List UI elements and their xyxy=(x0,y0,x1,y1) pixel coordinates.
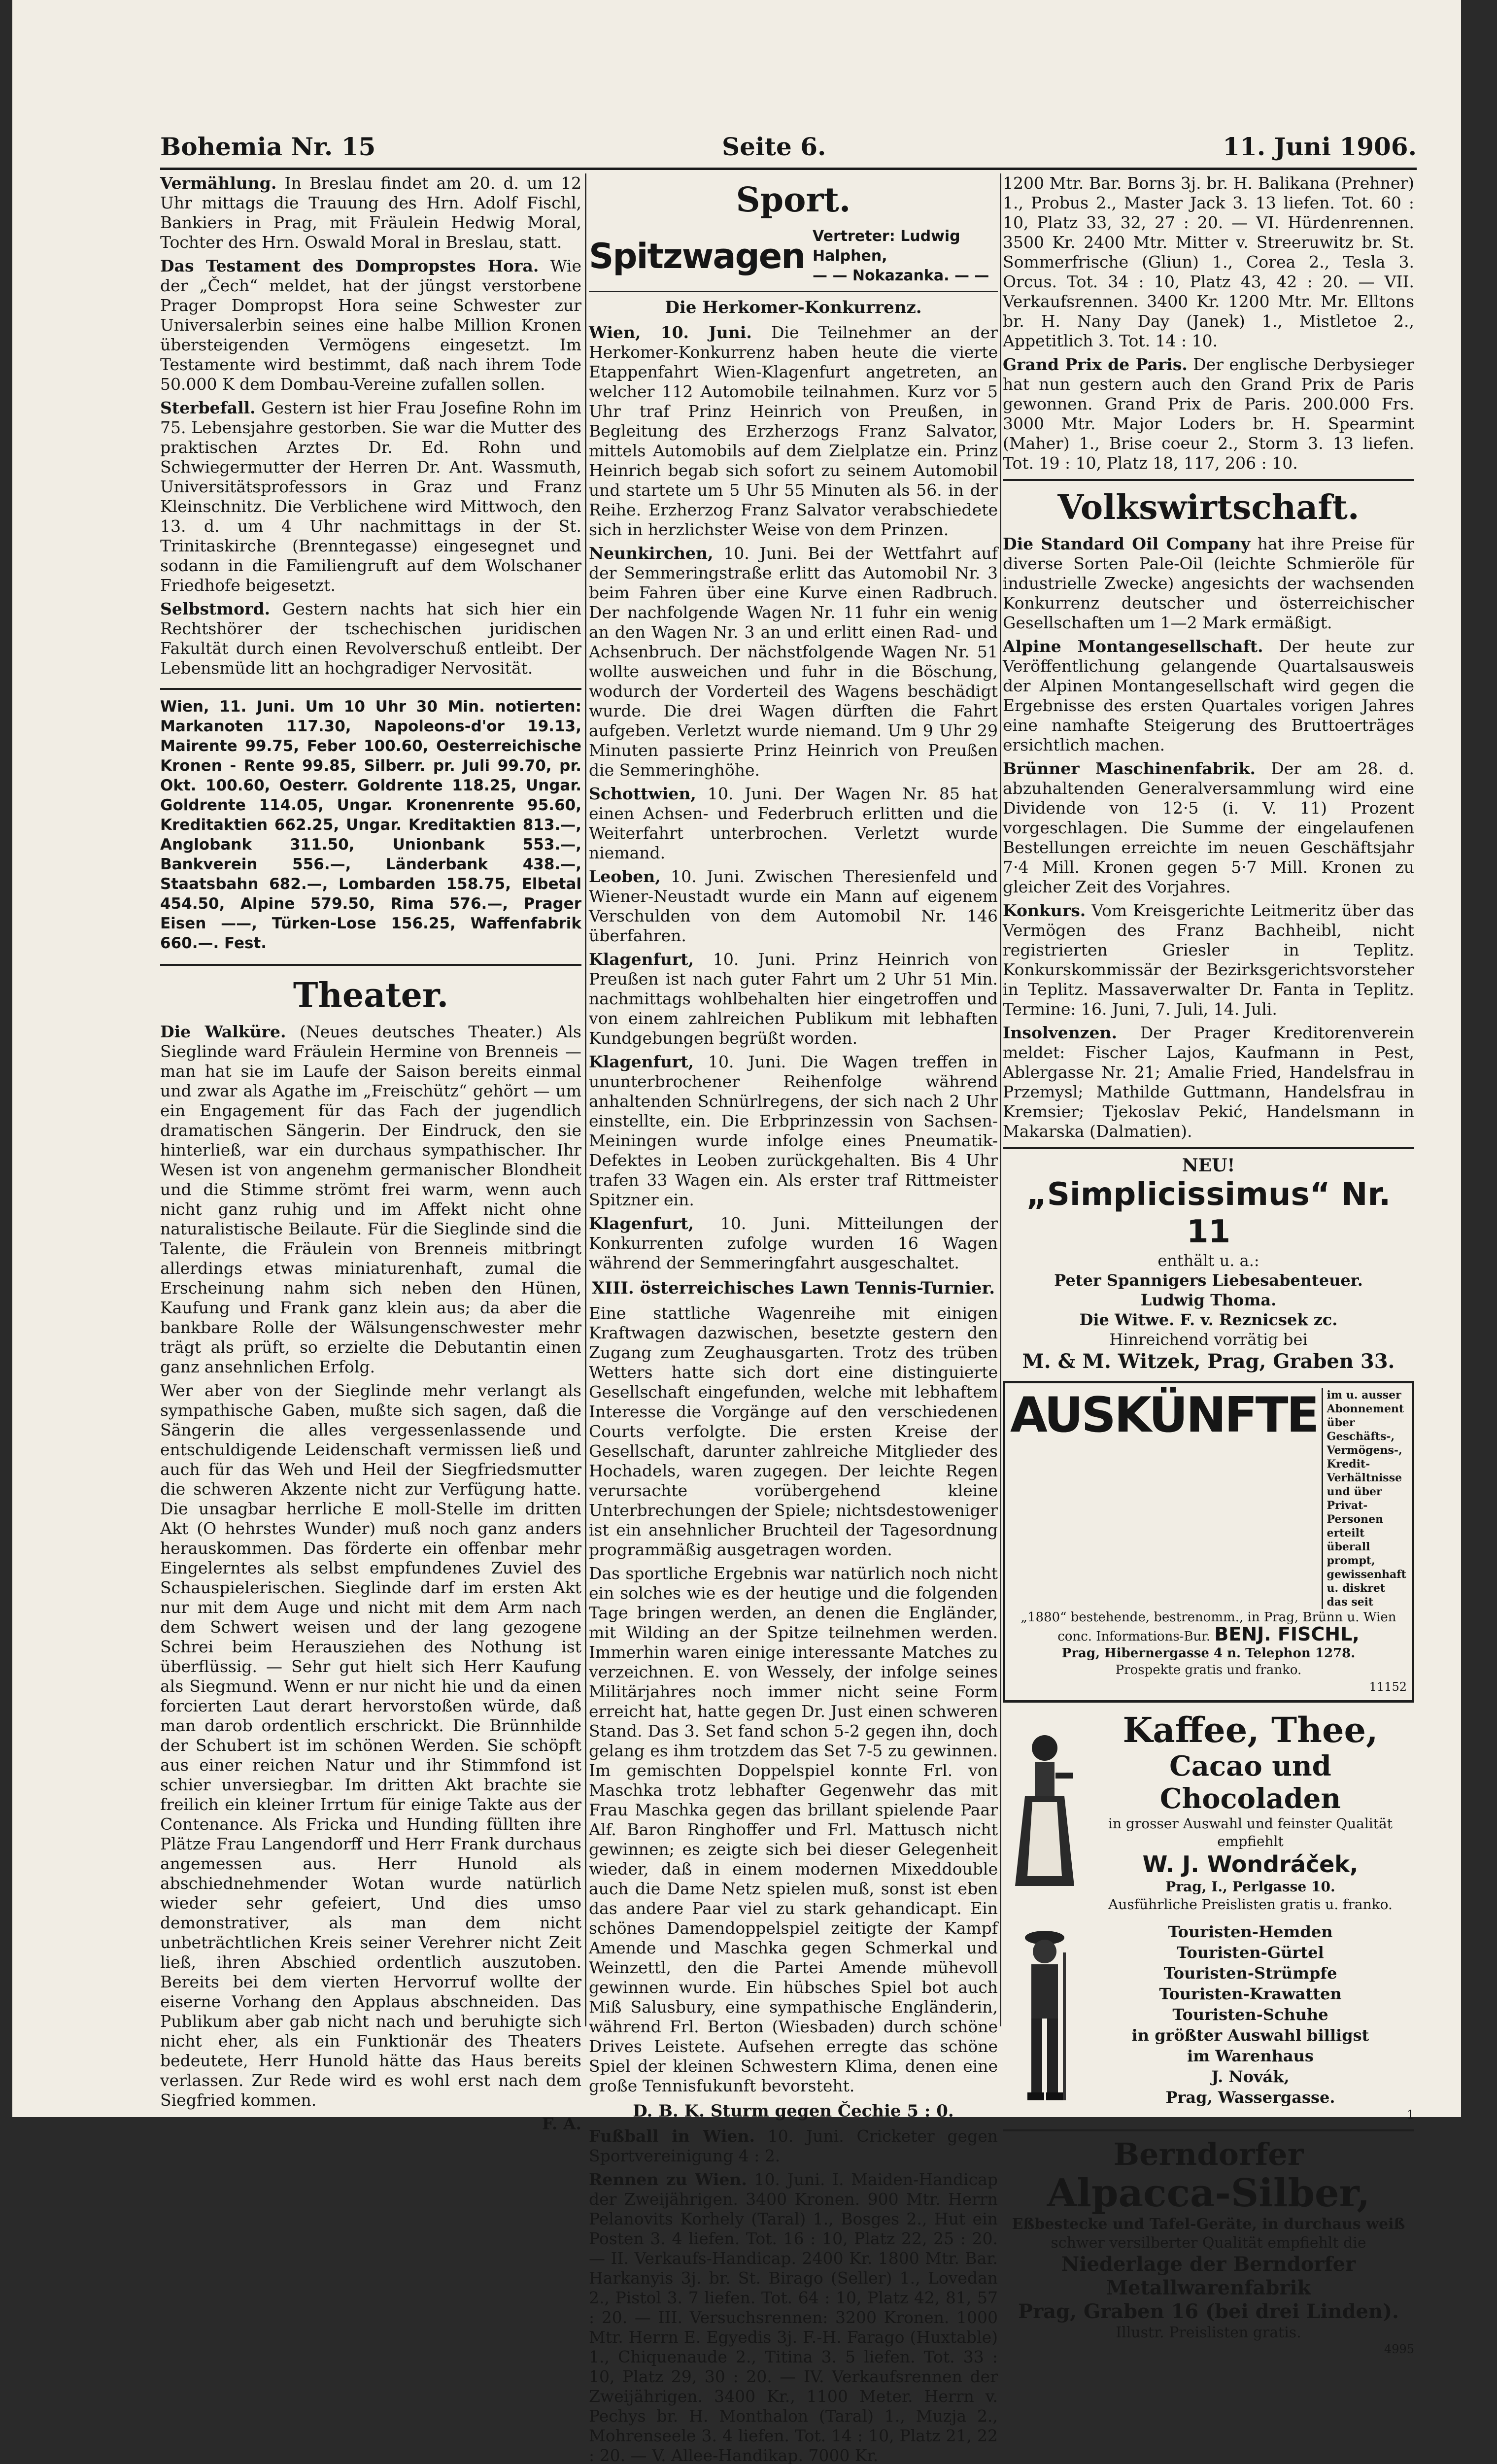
ad-line: in größter Auswahl billigst xyxy=(1131,2026,1369,2045)
article xyxy=(1003,637,1414,755)
article-lead: Sterbefall. xyxy=(160,398,256,417)
ad-number: 11152 xyxy=(1369,1680,1407,1694)
article-text: 10. Juni. Bei der Wettfahrt auf der Semmeringstraße erlitt das Automobil Nr. 3 beim Fahren über eine Kurve einen Radbruch. Der nachfolgende Wagen Nr. 11 fuhr ein wenig an den Wagen Nr. 3 an und erlitt einen Rad- und Achsenbruch. Der nächstfolgende Wagen Nr. 51 wollte ausweichen und fuhr in die Böschung, wodurch der Vorderteil des Wagens beschädigt wurde. Die drei Wagen dürften die Fahrt aufgeben. Verletzt wurde niemand. Um 9 Uhr 29 Minuten passierte Prinz Heinrich von Preußen die Semmeringhöhe. xyxy=(589,544,998,780)
article-text: 10. Juni. Prinz Heinrich von Preußen ist nach guter Fahrt um 2 Uhr 51 Min. nachmittags wohlbehalten hier eingetroffen und von einem zahlreichen Publikum mit lebhaften Kundgebungen begrüßt worden. xyxy=(589,950,998,1048)
article xyxy=(1003,534,1414,633)
auskuenfte-ad xyxy=(1003,1381,1414,1703)
woman-figure-icon xyxy=(1003,1711,1087,1914)
ad-rule xyxy=(1003,1147,1414,1149)
hiker-figure-icon xyxy=(1003,1921,1087,2122)
header-date: 11. Juni 1906. xyxy=(1223,132,1417,161)
article-lead: Wien, 10. Juni. xyxy=(589,323,752,342)
article xyxy=(589,2170,998,2464)
subheading-football: D. B. K. Sturm gegen Čechie 5 : 0. xyxy=(633,2101,954,2121)
article-text: 10. Juni. Der Wagen Nr. 85 hat einen Achsen- und Federbruch erlitten und die Weiterfahrt unterbrochen. Verletzt wurde niemand. xyxy=(589,784,998,862)
column-3 xyxy=(1003,173,1415,2356)
auskuenfte-word: AUSKÜNFTE xyxy=(1010,1388,1323,1609)
ad-title: Berndorfer xyxy=(1113,2136,1304,2172)
ad-line: Peter Spannigers Liebesabenteuer. xyxy=(1054,1271,1363,1290)
ad-line: Prag, Hibernergasse 4 n. Telephon 1278. xyxy=(1061,1646,1356,1661)
simplicissimus-ad xyxy=(1003,1155,1414,1374)
author-signature: F. A. xyxy=(542,2114,581,2133)
exchange-text: Wien, 11. Juni. Um 10 Uhr 30 Min. notierten: Markanoten 117.30, Napoleons-d'or 19.13, Mairente 99.75, Feber 100.60, Oesterreichische Kronen - Rente 99.85, Silberr. pr. Juli 99.70, pr. Okt. 100.60, Oesterr. Goldrente 118.25, Ungar. Goldrente 114.05, Ungar. Kronenrente 95.60, Kreditaktien 662.25, Ungar. Kreditaktien 813.—, Anglobank 311.50, Unionbank 553.—, Bankverein 556.—, Länderbank 438.—, Staatsbahn 682.—, Lombarden 158.75, Elbetal 454.50, Alpine 579.50, Rima 576.—, Prager Eisen ——, Türken-Lose 156.25, Waffenfabrik 660.—. Fest. xyxy=(160,698,581,952)
article-text: Gestern ist hier Frau Josefine Rohn im 75. Lebensjahre gestorben. Sie war die Mutter des praktischen Arztes Dr. Ed. Rohn und Schwiegermutter der Herren Dr. Ant. Wassmuth, Universitätsprofessors in Graz und Franz Kleinschnitz. Die Verblichene wird Mittwoch, den 13. d. um 4 Uhr nachmittags in der St. Trinitaskirche (Brenntegasse) eingesegnet und sodann in die Familiengruft auf dem Wolschaner Friedhofe beigesetzt. xyxy=(160,398,581,595)
ad-line: Niederlage der Berndorfer Metallwarenfabrik xyxy=(1061,2253,1356,2299)
header-paper-name: Bohemia Nr. 15 xyxy=(160,132,376,161)
article-lead: Das Testament des Dompropstes Hora. xyxy=(160,256,539,275)
ad-line: Touristen-Krawatten xyxy=(1159,1985,1342,2003)
article-text: Eine stattliche Wagenreihe mit einigen Kraftwagen dazwischen, besetzte gestern den Zugang zum Zeughausgarten. Trotz des trüben Wetters hatte sich dort eine distinguierte Gesellschaft eingefunden, welche mit lebhaftem Interesse die Vorgänge auf den verschiedenen Courts verfolgte. Die ersten Kreise der Gesellschaft, darunter zahlreiche Mitglieder des Hochadels, waren zugegen. Der leichte Regen verursachte vorübergehend kleine Unterbrechungen der Spiele; nichtsdestoweniger ist ein ansehnlicher Bruchteil der Tagesordnung programmäßig ausgetragen worden. xyxy=(589,1303,998,1559)
ad-line: Touristen-Gürtel xyxy=(1177,1943,1324,1962)
ad-line: Touristen-Schuhe xyxy=(1172,2005,1328,2024)
article-lead: Die Walküre. xyxy=(160,1022,286,1041)
article xyxy=(589,544,998,780)
spitzwagen-brand: Spitzwagen xyxy=(589,236,805,276)
exchange-report xyxy=(160,688,581,966)
article-text: Die Teilnehmer an der Herkomer-Konkurrenz haben heute die vierte Etappenfahrt Wien-Klagenfurt angetreten, an welcher 112 Automobile teilnahmen. Kurz vor 5 Uhr traf Prinz Heinrich von Preußen, in Begleitung des Erzherzogs Franz Salvator, mittels Automobils auf dem Zielplatze ein. Prinz Heinrich begab sich sofort zu seinem Automobil und startete um 5 Uhr 55 Minuten als 56. in der Reihe. Erzherzog Franz Salvator verabschiedete sich in herzlichster Weise von dem Prinzen. xyxy=(589,323,998,539)
ad-vendor: BENJ. FISCHL, xyxy=(1214,1623,1360,1645)
ad-rule xyxy=(1003,2129,1414,2131)
ad-number: 4995 xyxy=(1384,2342,1414,2356)
article-lead: Leoben, xyxy=(589,867,661,886)
article xyxy=(160,1022,581,1377)
article-lead: Selbstmord. xyxy=(160,599,271,618)
auskuenfte-desc: im u. ausser Abonnement über Geschäfts-, Vermögens-, Kredit-Verhältnisse und über Privat-Personen erteilt überall prompt, gewissenhaft u. diskret das seit xyxy=(1327,1389,1406,1608)
article-text: 10. Juni. Die Wagen treffen in ununterbrochener Reihenfolge während anhaltenden Schnürlregens, der sich nach 2 Uhr einstellte, ein. Die Erbprinzessin von Sachsen-Meiningen wurde infolge eines Pneumatik-Defektes in Leoben zurückgehalten. Bis 4 Uhr trafen 33 Wagen ein. Als erster traf Rittmeister Spitzner ein. xyxy=(589,1052,998,1209)
article-lead: Vermählung. xyxy=(160,173,277,193)
touristen-text xyxy=(1087,1921,1414,2122)
article xyxy=(160,398,581,595)
article-text: Das sportliche Ergebnis war natürlich noch nicht ein solches wie es der heutige und die folgenden Tage bringen werden, an denen die Engländer, mit Wilding an der Spitze teilnehmen werden. Immerhin waren einige interessante Matches zu verzeichnen. E. von Wessely, der infolge seines Militärjahres noch immer nicht seine Form erreicht hat, hatte gegen Dr. Just einen schweren Stand. Das 3. Set fand schon 5-2 gegen ihn, doch gelang es ihm trotzdem das Set 7-5 zu gewinnen. Im gemischten Doppelspiel konnte Frl. von Maschka trotz lebhafter Gegenwehr das mit Frau Maschka gegen das brillant spielende Paar Alf. Baron Ringhoffer und Frl. Mattusch nicht gewinnen; es zeigte sich bei dieser Gelegenheit wieder, daß in einem modernen Mixeddouble auch die Dame Netz spielen muß, sonst ist eben das andere Paar viel zu stark gehandicapt. Ein schönes Damendoppelspiel zeitigte der Kampf Amende und Maschka gegen Schmerkal und Weinzettl, den die Partei Amende mühevoll gewinnen wurde. Ein hübsches Spiel bot auch Miß Salusbury, eine sympathische Engländerin, während Frl. Berton (Wiesbaden) durch schöne Drives Leistete. Aufsehen erregte das schöne Spiel der kleinen Schwestern Klima, denen eine große Tennisfukunft bevorsteht. xyxy=(589,1564,998,2095)
ad-vendor: J. Novák, xyxy=(1211,2067,1290,2086)
column-rule xyxy=(1000,173,1001,2026)
article-text: hat ihre Preise für diverse Sorten Pale-Oil (leichte Schmieröle für industrielle Zwecke) angesichts der wachsenden Konkurrenz deutscher und österreichischer Gesellschaften um 1—2 Mark ermäßigt. xyxy=(1003,534,1415,632)
article-text: Wer aber von der Sieglinde mehr verlangt als sympathische Gaben, mußte sich sagen, daß die Sängerin die alles vergessenlassende und entschuldigende Leidenschaft vermissen ließ und auch für das Weh und Heil der Siegfriedsmutter die schweren Akzente nicht zur Verfügung hatte. Die unsagbar herrliche E moll-Stelle im dritten Akt (O hehrstes Wunder) muß noch ganz anders herauskommen. Das förderte ein offenbar mehr Eingelerntes als selbst empfundenes Zuviel des Schauspielerischen. Sieglinde darf im ersten Akt nur mit dem Auge und nicht mit dem Arm nach dem Schwert weisen und der lang gezogene Schrei beim Herausziehen des Nothung ist überflüssig. — Sehr gut hielt sich Herr Kaufung als Siegmund. Wenn er nur nicht hie und da einen forcierten Laut derart hervorstoßen würde, daß man darob ordentlich erschrickt. Die Brünnhilde der Schubert ist im schönen Werden. Sie schöpft aus einer reichen Natur und ihr Stimmfond ist schier unversiegbar. Im dritten Akt brachte sie freilich ein kleiner Irrtum für einige Takte aus der Contenance. Als Fricka und Hunding füllten ihre Plätze Frau Langendorff und Herr Frank durchaus angemessen aus. Herr Hunold als abschiednehmender Wotan wurde natürlich wieder sehr gefeiert, Und dies umso demonstrativer, als man dem nicht unbeträchtlichen Kreis seiner Verehrer nicht Zeit ließ, ihren Abschied ordentlich auszutoben. Bereits bei dem vierten Hervorruf wollte der eiserne Vorhang den Applaus abschneiden. Das Publikum aber gab nicht nach und beruhigte sich nicht eher, als ein Funktionär des Theaters bedeutete, Herr Hunold hätte das Haus bereits verlassen. Zur Rede wird es wohl erst nach dem Siegfried kommen. xyxy=(160,1381,581,2110)
article xyxy=(1003,355,1414,473)
article-lead: Rennen zu Wien. xyxy=(589,2170,747,2189)
ad-line: Prospekte gratis und franko. xyxy=(1115,1663,1302,1677)
spitzwagen-agent xyxy=(813,227,998,286)
article-text: Der englische Derbysieger hat nun gestern auch den Grand Prix de Paris gewonnen. Grand Prix de Paris. 200.000 Frs. 3000 Mtr. Major Loders br. H. Spearmint (Maher) 1., Brise coeur 2., Storm 3. 13 liefen. Tot. 19 : 10, Platz 18, 117, 206 : 10. xyxy=(1003,355,1414,473)
page-header xyxy=(160,132,1417,168)
article xyxy=(1003,901,1414,1019)
article-text: Vom Kreisgerichte Leitmeritz über das Vermögen des Franz Bachheibl, nicht registrierten Griesler in Teplitz. Konkurskommissär der Bezirksgerichtsvorsteher in Teplitz. Massaverwalter Dr. Fanta in Teplitz. Termine: 16. Juni, 7. Juli, 14. Juli. xyxy=(1003,901,1414,1019)
ad-line: Illustr. Preislisten gratis. xyxy=(1116,2324,1301,2341)
article xyxy=(589,1214,998,1273)
article-text: 10. Juni. Cricketer gegen Sportvereinigung 4 : 2. xyxy=(589,2126,998,2165)
column-rule xyxy=(585,173,586,2026)
article-text: Wie der „Čech“ meldet, hat der jüngst verstorbene Prager Dompropst Hora seine Schwester zur Universalerbin seines eine halbe Million Kronen übersteigenden Vermögens eingesetzt. Im Testamente wird bestimmt, daß nach ihrem Tode 50.000 K dem Dombau-Vereine zufallen sollen. xyxy=(160,256,581,394)
article-lead: Die Standard Oil Company xyxy=(1003,534,1251,553)
ad-title: „Simplicissimus“ Nr. 11 xyxy=(1026,1176,1391,1250)
ad-line: Prag, Wassergasse. xyxy=(1165,2088,1335,2107)
article-lead: Alpine Montangesellschaft. xyxy=(1003,637,1263,656)
section-title-sport: Sport. xyxy=(736,180,851,220)
article xyxy=(589,323,998,540)
ad-line: Hinreichend vorrätig bei xyxy=(1109,1330,1308,1349)
article-lead: Schottwien, xyxy=(589,784,696,803)
ad-line: im Warenhaus xyxy=(1187,2047,1314,2065)
header-page-number: Seite 6. xyxy=(722,132,826,161)
ad-line: empfiehlt xyxy=(1217,1833,1284,1849)
subheading-lawn-tennis: XIII. österreichisches Lawn Tennis-Turnier. xyxy=(591,1278,995,1298)
article xyxy=(1003,1023,1414,1141)
article xyxy=(160,173,581,252)
ad-line: in grosser Auswahl und feinster Qualität xyxy=(1108,1815,1393,1832)
article-lead: Fußball in Wien. xyxy=(589,2126,755,2146)
berndorfer-ad xyxy=(1003,2137,1414,2356)
ad-line: Die Witwe. F. v. Reznicsek zc. xyxy=(1079,1310,1338,1329)
section-rule xyxy=(1003,479,1414,481)
ad-vendor: W. J. Wondráček, xyxy=(1142,1851,1359,1878)
article-text: 10. Juni. Zwischen Theresienfeld und Wiener-Neustadt wurde ein Mann auf eigenem Verschulden von dem Automobil Nr. 146 überfahren. xyxy=(589,867,998,945)
spitzwagen-line: — — Nokazanka. — — xyxy=(813,267,989,284)
article-text: In Breslau findet am 20. d. um 12 Uhr mittags die Trauung des Hrn. Adolf Fischl, Bankiers in Prag, mit Fräulein Hedwig Moral, Tochter des Hrn. Oswald Moral in Breslau, statt. xyxy=(160,173,581,252)
ad-number: 1 xyxy=(1406,2108,1414,2122)
ad-line: enthält u. a.: xyxy=(1157,1251,1259,1270)
ad-vendor: Prag, Graben 16 (bei drei Linden). xyxy=(1018,2300,1399,2323)
article xyxy=(589,1052,998,1210)
article-lead: Grand Prix de Paris. xyxy=(1003,355,1188,374)
kaffee-ad xyxy=(1003,1711,1414,1914)
subheading-herkomer: Die Herkomer-Konkurrenz. xyxy=(665,298,922,317)
ad-line: Touristen-Strümpfe xyxy=(1163,1964,1337,1983)
article xyxy=(589,2126,998,2166)
ad-title: Alpacca-Silber, xyxy=(1047,2171,1370,2216)
article-text: 1200 Mtr. Bar. Borns 3j. br. H. Balikana (Prehner) 1., Probus 2., Master Jack 3. 13 liefen. Tot. 60 : 10, Platz 33, 32, 27 : 20. — VI. Hürdenrennen. 3500 Kr. 2400 Mtr. Mitter v. Streeruwitz br. St. Sommerfrische (Gliun) 1., Corea 2., Tesla 3. Orcus. Tot. 34 : 10, Platz 43, 42 : 20. — VII. Verkaufsrennen. 3400 Kr. 1200 Mtr. Mr. Elltons br. H. Nany Day (Janek) 1., Mistletoe 2., Appetitlich 3. Tot. 14 : 10. xyxy=(1003,173,1414,350)
ad-line: Ludwig Thoma. xyxy=(1140,1291,1277,1309)
article-text: Der Prager Kreditorenverein meldet: Fischer Lajos, Kaufmann in Pest, Ablergasse Nr. 21; Amalie Fried, Handelsfrau in Przemysl; Mathilde Guttmann, Handelsfrau in Kremsier; Tjekoslav Pekić, Handelsmann in Makarska (Dalmatien). xyxy=(1003,1023,1414,1141)
article xyxy=(589,950,998,1048)
article xyxy=(1003,759,1414,897)
ad-line: Eßbestecke und Tafel-Geräte, in durchaus weiß xyxy=(1012,2216,1405,2233)
spitzwagen-line: Vertreter: Ludwig Halphen, xyxy=(813,228,960,265)
column-2 xyxy=(589,173,998,2464)
newspaper-page xyxy=(12,0,1461,2464)
auskuenfte-top xyxy=(1010,1388,1407,1609)
article-lead: Klagenfurt, xyxy=(589,1214,694,1233)
column-1 xyxy=(160,173,581,2133)
ad-line: Prag, I., Perlgasse 10. xyxy=(1165,1879,1335,1895)
article-lead: Konkurs. xyxy=(1003,901,1086,920)
ad-line: Ausführliche Preislisten gratis u. franko. xyxy=(1108,1896,1393,1913)
section-title-economy: Volkswirtschaft. xyxy=(1057,488,1360,527)
article xyxy=(160,256,581,394)
article-text: 10. Juni. I. Maiden-Handicap der Zweijährigen. 3400 Kronen. 900 Mtr. Herrn Pelanovits Korhely (Taral) 1., Bosges 2., Hut ein Posten 3. 4 liefen. Tot. 16 : 10, Platz 22, 25 : 20. — II. Verkaufs-Handicap. 2400 Kr. 1800 Mtr. Bar. Harkanyis 3j. br. St. Birago (Seller) 1., Lovedan 2., Pistol 3. 7 liefen. Tot. 64 : 10, Platz 42, 81, 57 : 20. — III. Versuchsrennen: 3200 Kronen. 1000 Mtr. Herrn E. Egyedis 3j. F.-H. Farago (Huxtable) 1., Chiquenaude 2., Titina 3. 5 liefen. Tot. 33 : 10, Platz 29, 30 : 20. — IV. Verkaufsrennen der Zweijährigen. 3400 Kr., 1100 Meter. Herrn v. Pechys br. H. Monthalon (Taral) 1., Muzja 2., Mohrenseele 3. 4 liefen. Tot. 14 : 10, Platz 21, 22 : 20. — V. Allee-Handikap. 7000 Kr. xyxy=(589,2170,998,2464)
spitzwagen-ad xyxy=(589,227,998,292)
auskuenfte-body xyxy=(1010,1609,1407,1695)
section-title-theater: Theater. xyxy=(293,976,449,1015)
article-lead: Klagenfurt, xyxy=(589,950,694,969)
article-text: Der am 28. d. abzuhaltenden Generalversammlung wird eine Dividende von 12·5 (i. V. 11) Prozent vorgeschlagen. Die Summe der eingelaufenen Bestellungen erreichte im neuen Geschäftsjahr 7·4 Mill. Kronen gegen 5·7 Mill. Kronen zu gleicher Zeit des Vorjahres. xyxy=(1003,759,1415,896)
touristen-ad xyxy=(1003,1921,1414,2122)
article-text: (Neues deutsches Theater.) Als Sieglinde ward Fräulein Hermine von Brenneis — man hat sie im Laufe der Saison bereits einmal und zwar als Agathe im „Freischütz“ gehört — um ein Engagement für das Fach der jugendlich dramatischen Sängerin. Der Eindruck, den sie hinterließ, war ein durchaus sympathischer. Ihr Wesen ist von angenehm germanischer Blondheit und die Stimme strömt frei warm, wenn auch nicht ganz ruhig und im Affekt nicht ohne naturalistische Beilaute. Für die Sieglinde sind die Talente, die Fräulein von Brenneis mitbringt allerdings etwas miniaturenhaft, zumal die Erscheinung nahm sich neben den Hünen, Kaufung und Frank ganz klein aus; da aber die bankbare Rolle der Wälsungenschwester mehr trägt als prüft, so erzielte die Debutantin einen ganz ansehnlichen Erfolg. xyxy=(160,1022,581,1376)
article-text: 10. Juni. Mitteilungen der Konkurrenten zufolge wurden 16 Wagen während der Semmeringfahrt ausgeschaltet. xyxy=(589,1214,998,1272)
ad-line: Touristen-Hemden xyxy=(1168,1922,1333,1941)
ad-line: „1880“ bestehende, bestrenomm., in Prag, Brünn u. Wien xyxy=(1021,1610,1396,1625)
article xyxy=(589,784,998,863)
header-rule xyxy=(160,168,1417,170)
article-lead: Klagenfurt, xyxy=(589,1052,694,1071)
article-lead: Neunkirchen, xyxy=(589,544,714,563)
article-lead: Brünner Maschinenfabrik. xyxy=(1003,759,1256,778)
ad-line: schwer versilberter Qualität empfiehlt die xyxy=(1051,2234,1366,2252)
article xyxy=(589,867,998,946)
article xyxy=(160,599,581,678)
ad-line: conc. Informations-Bur. xyxy=(1057,1629,1211,1644)
kaffee-text xyxy=(1087,1711,1414,1914)
ad-new-label: NEU! xyxy=(1182,1155,1235,1176)
ad-vendor: M. & M. Witzek, Prag, Graben 33. xyxy=(1022,1350,1395,1373)
article-text: Der heute zur Veröffentlichung gelangende Quartalsausweis der Alpinen Montangesellschaft wird gegen die Ergebnisse des ersten Quartales vorigen Jahres eine namhafte Steigerung des Bruttoerträges ersichtlich machen. xyxy=(1003,637,1414,754)
article-text: Gestern nachts hat sich hier ein Rechtshörer der tschechischen juridischen Fakultät durch einen Revolverschuß entleibt. Der Lebensmüde litt an hochgradiger Nervosität. xyxy=(160,599,581,678)
ad-title: Cacao und Chocoladen xyxy=(1159,1750,1341,1815)
article-lead: Insolvenzen. xyxy=(1003,1023,1117,1042)
ad-title: Kaffee, Thee, xyxy=(1123,1710,1378,1750)
